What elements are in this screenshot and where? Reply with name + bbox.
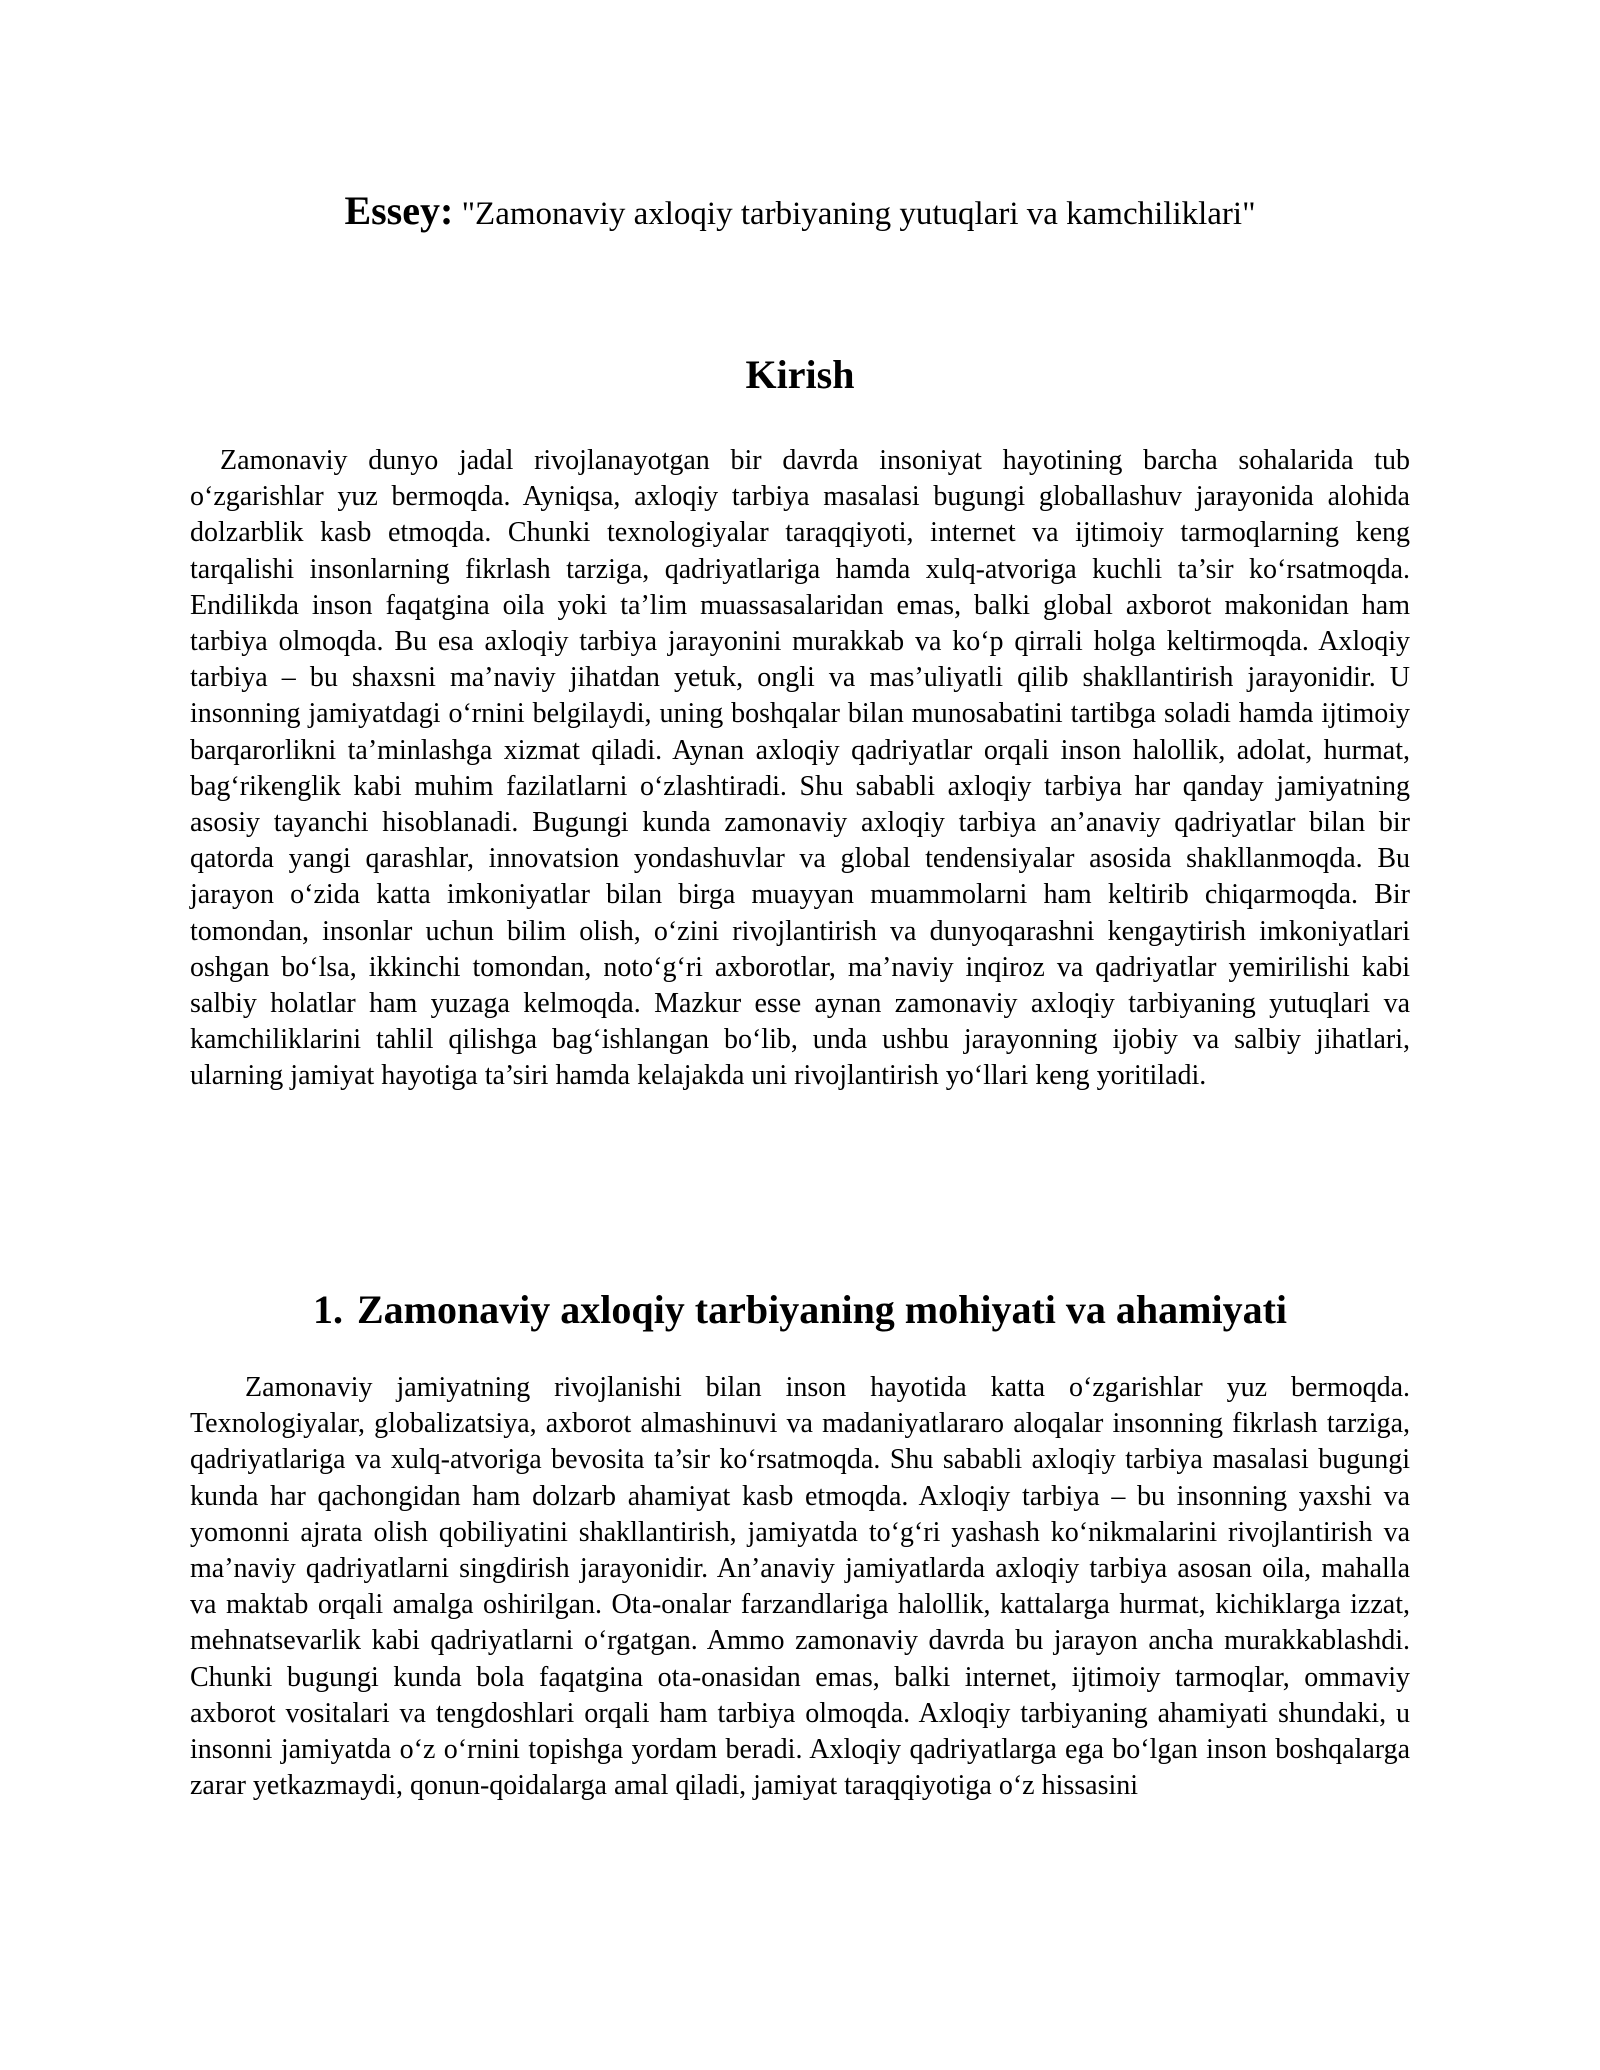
section-1-number: 1. — [312, 1287, 343, 1332]
intro-heading: Kirish — [745, 352, 855, 397]
essay-title-text: "Zamonaviy axloqiy tarbiyaning yutuqlari va kamchiliklari" — [461, 196, 1256, 232]
essay-title — [0, 186, 1600, 239]
intro-paragraph: Zamonaviy dunyo jadal rivojlanayotgan bir davrda insoniyat hayotining barcha sohalarida tub o‘zgarishlar yuz bermoqda. Ayniqsa, axloqiy tarbiya masalasi bugungi globallashuv jarayonida alohida dolzarblik kasb etmoqda. Chunki texnologiyalar taraqqiyoti, internet va ijtimoiy tarmoqlarning keng tarqalishi insonlarning fikrlash tarziga, qadriyatlariga hamda xulq-atvoriga kuchli ta’sir ko‘rsatmoqda. Endilikda inson faqatgina oila yoki ta’lim muassasalaridan emas, balki global axborot makonidan ham tarbiya olmoqda. Bu esa axloqiy tarbiya jarayonini murakkab va ko‘p qirrali holga keltirmoqda. Axloqiy tarbiya – bu shaxsni ma’naviy jihatdan yetuk, ongli va mas’uliyatli qilib shakllantirish jarayonidir. U insonning jamiyatdagi o‘rnini belgilaydi, uning boshqalar bilan munosabatini tartibga soladi hamda ijtimoiy barqarorlikni ta’minlashga xizmat qiladi. Aynan axloqiy qadriyatlar orqali inson halollik, adolat, hurmat, bag‘rikenglik kabi muhim fazilatlarni o‘zlashtiradi. Shu sababli axloqiy tarbiya har qanday jamiyatning asosiy tayanchi hisoblanadi. Bugungi kunda zamonaviy axloqiy tarbiya an’anaviy qadriyatlar bilan bir qatorda yangi qarashlar, innovatsion yondashuvlar va global tendensiyalar asosida shakllanmoqda. Bu jarayon o‘zida katta imkoniyatlar bilan birga muayyan muammolarni ham keltirib chiqarmoqda. Bir tomondan, insonlar uchun bilim olish, o‘zini rivojlantirish va dunyoqarashni kengaytirish imkoniyatlari oshgan bo‘lsa, ikkinchi tomondan, noto‘g‘ri axborotlar, ma’naviy inqiroz va qadriyatlar yemirilishi kabi salbiy holatlar ham yuzaga kelmoqda. Mazkur esse aynan zamonaviy axloqiy tarbiyaning yutuqlari va kamchiliklarini tahlil qilishga bag‘ishlangan bo‘lib, unda ushbu jarayonning ijobiy va salbiy jihatlari, ularning jamiyat hayotiga ta’siri hamda kelajakda uni rivojlantirish yo‘llari keng yoritiladi. — [190, 445, 1410, 1092]
section-1-heading-text: Zamonaviy axloqiy tarbiyaning mohiyati va ahamiyati — [356, 1287, 1288, 1332]
section-1-heading — [0, 1285, 1600, 1335]
essay-title-label: Essey: — [344, 188, 454, 233]
section-1-paragraph: Zamonaviy jamiyatning rivojlanishi bilan inson hayotida katta o‘zgarishlar yuz bermoqda. Texnologiyalar, globalizatsiya, axborot almashinuvi va madaniyatlararo aloqalar insonning fikrlash tarziga, qadriyatlariga va xulq-atvoriga bevosita ta’sir ko‘rsatmoqda. Shu sababli axloqiy tarbiya masalasi bugungi kunda har qachongidan ham dolzarb ahamiyat kasb etmoqda. Axloqiy tarbiya – bu insonning yaxshi va yomonni ajrata olish qobiliyatini shakllantirish, jamiyatda to‘g‘ri yashash ko‘nikmalarini rivojlantirish va ma’naviy qadriyatlarni singdirish jarayonidir. An’anaviy jamiyatlarda axloqiy tarbiya asosan oila, mahalla va maktab orqali amalga oshirilgan. Ota-onalar farzandlariga halollik, kattalarga hurmat, kichiklarga izzat, mehnatsevarlik kabi qadriyatlarni o‘rgatgan. Ammo zamonaviy davrda bu jarayon ancha murakkablashdi. Chunki bugungi kunda bola faqatgina ota-onasidan emas, balki internet, ijtimoiy tarmoqlar, ommaviy axborot vositalari va tengdoshlari orqali ham tarbiya olmoqda. Axloqiy tarbiyaning ahamiyati shundaki, u insonni jamiyatda o‘z o‘rnini topishga yordam beradi. Axloqiy qadriyatlarga ega bo‘lgan inson boshqalarga zarar yetkazmaydi, qonun-qoidalarga amal qiladi, jamiyat taraqqiyotiga o‘z hissasini — [190, 1372, 1410, 1802]
